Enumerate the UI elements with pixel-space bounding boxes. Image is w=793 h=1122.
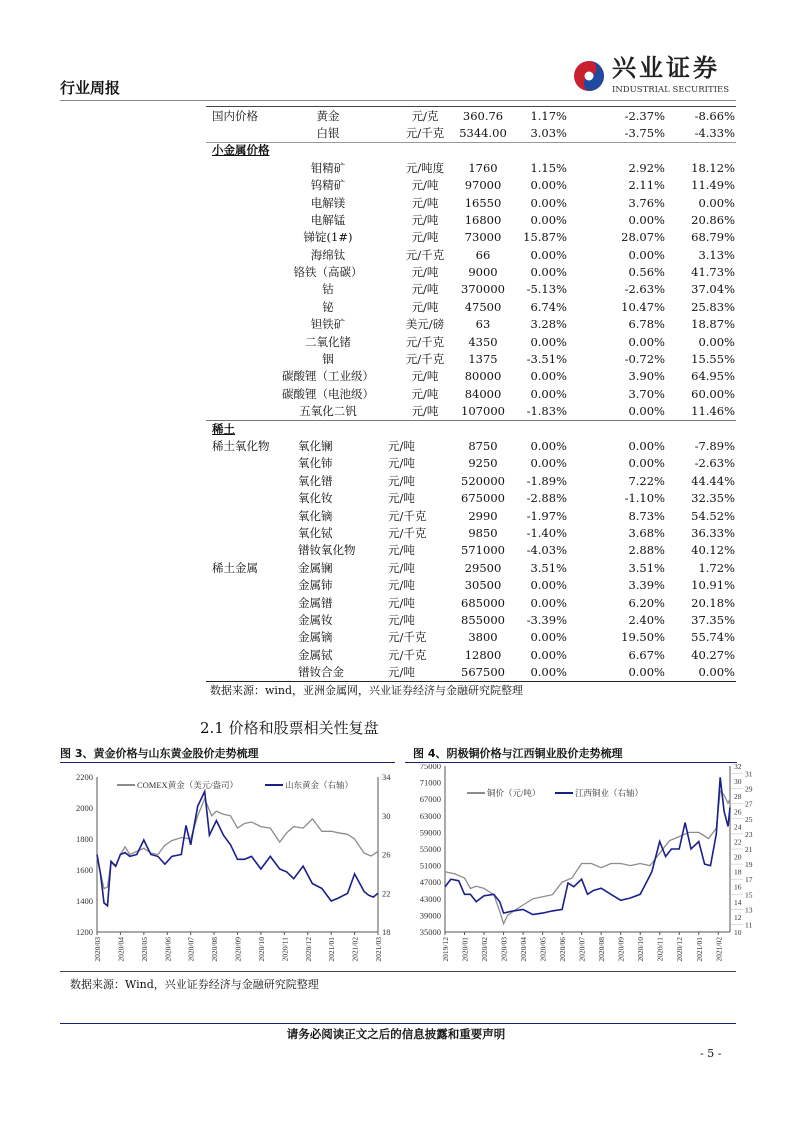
y2-tick-label: 18 [382, 927, 391, 937]
rule [206, 420, 736, 421]
change-year: -7.89% [694, 439, 735, 453]
price: 8750 [468, 439, 498, 453]
x-tick-label: 2020/07 [577, 937, 587, 962]
item-name: 氧化镝 [298, 508, 333, 523]
change-week: -3.51% [526, 351, 567, 366]
change-week: -3.39% [526, 613, 567, 627]
item-name: 金属镨 [298, 595, 333, 610]
x-tick-label: 2020/04 [519, 937, 529, 962]
y2-tick-label: 26 [382, 849, 391, 860]
change-year: -2.63% [694, 456, 735, 471]
y2-tick-label: 11 [745, 920, 753, 930]
x-tick-label: 2020/08 [210, 937, 220, 962]
x-tick-label: 2020/10 [636, 937, 646, 962]
unit: 元/吨 [388, 491, 415, 506]
legend-label: 铜价（元/吨） [487, 788, 541, 798]
change-year: 64.95% [691, 369, 735, 384]
x-tick-label: 2020/04 [116, 937, 126, 962]
y2-tick-label: 28 [734, 792, 742, 802]
y2-tick-label: 34 [382, 772, 391, 782]
gold-chart [60, 764, 400, 969]
price: 30500 [464, 578, 502, 593]
price: 360.76 [462, 109, 504, 123]
y2-tick-label: 26 [734, 807, 742, 817]
change-month: 10.47% [621, 299, 665, 314]
change-week: 0.00% [530, 439, 567, 453]
change-month: -1.10% [624, 491, 665, 506]
price: 685000 [461, 595, 505, 610]
x-tick-label: 2020/10 [256, 937, 266, 962]
change-month: 3.70% [628, 386, 665, 401]
rule [60, 762, 395, 763]
unit: 元/吨 [411, 178, 439, 193]
price: 84000 [464, 386, 502, 401]
price: 97000 [464, 178, 502, 193]
series-line-0 [97, 799, 378, 889]
x-tick-label: 2019/12 [441, 937, 450, 962]
y-tick-label: 1600 [76, 865, 93, 875]
x-tick-label: 2021/01 [694, 937, 704, 962]
item-name: 钴 [322, 282, 334, 297]
y-tick-label: 67000 [419, 794, 441, 805]
change-week: 0.00% [530, 369, 567, 384]
change-year: 68.79% [691, 230, 735, 245]
change-year: 1.72% [698, 560, 735, 575]
change-week: 15.87% [523, 230, 567, 245]
unit: 元/吨 [388, 439, 415, 453]
change-month: 0.00% [628, 247, 665, 262]
x-tick-label: 2020/11 [655, 937, 665, 962]
unit: 元/吨 [388, 595, 415, 610]
change-month: 2.92% [628, 161, 665, 175]
change-week: 3.03% [530, 126, 567, 141]
item-name: 铬铁（高碳） [293, 265, 363, 280]
change-week: -1.40% [526, 526, 567, 540]
y-tick-label: 2000 [76, 803, 93, 813]
change-year: -8.66% [694, 109, 735, 123]
y2-tick-label: 30 [734, 777, 742, 787]
unit: 元/吨 [388, 473, 415, 488]
item-name: 氧化铈 [298, 456, 333, 471]
change-week: 0.00% [530, 647, 567, 662]
x-tick-label: 2020/09 [616, 937, 626, 962]
x-tick-label: 2020/12 [675, 937, 685, 962]
item-name: 电解镁 [310, 195, 346, 210]
y-tick-label: 51000 [419, 860, 441, 871]
table-source: 数据来源：wind，亚洲金属网，兴业证券经济与金融研究院整理 [210, 684, 524, 697]
unit: 元/千克 [388, 508, 427, 523]
change-week: 0.00% [530, 595, 567, 610]
section-rare-earth: 稀土 [212, 422, 235, 436]
change-year: 60.00% [691, 386, 735, 401]
unit: 元/千克 [388, 630, 427, 645]
y2-tick-label: 12 [734, 912, 742, 922]
item-name: 钽铁矿 [310, 317, 346, 332]
change-week: 3.28% [530, 317, 567, 332]
change-month: -0.72% [624, 351, 665, 366]
change-year: 40.12% [691, 543, 735, 558]
price: 1760 [468, 161, 498, 175]
item-name: 氧化镧 [298, 439, 333, 453]
unit: 元/吨 [411, 282, 439, 297]
item-name: 铟 [322, 351, 334, 366]
x-tick-label: 2021/03 [374, 937, 383, 962]
x-tick-label: 2020/03 [499, 937, 509, 962]
y2-tick-label: 19 [745, 860, 753, 870]
y2-tick-label: 22 [382, 888, 391, 899]
price: 370000 [461, 282, 505, 297]
change-month: 6.78% [628, 317, 665, 332]
change-month: -3.75% [624, 126, 665, 141]
item-name: 钼精矿 [310, 161, 346, 175]
unit: 元/千克 [388, 526, 427, 540]
price: 63 [475, 317, 491, 332]
change-month: 2.40% [628, 613, 665, 627]
change-week: 0.00% [530, 665, 567, 680]
y2-tick-label: 13 [745, 905, 753, 915]
change-month: 28.07% [621, 230, 665, 245]
item-name: 氧化铽 [298, 526, 333, 540]
change-year: 18.12% [691, 161, 735, 175]
change-week: 0.00% [530, 456, 567, 471]
price: 1375 [468, 351, 498, 366]
legend-label: 山东黄金（右轴） [285, 780, 354, 790]
change-week: 0.00% [530, 630, 567, 645]
change-week: 0.00% [530, 265, 567, 280]
legend-label: COMEX黄金（美元/盎司） [137, 780, 239, 790]
item-name: 白银 [316, 126, 340, 141]
unit: 元/克 [411, 109, 439, 123]
x-tick-label: 2020/12 [303, 937, 313, 962]
change-year: 18.87% [691, 317, 735, 332]
item-name: 黄金 [316, 109, 340, 123]
x-tick-label: 2021/01 [327, 937, 337, 962]
item-name: 五氧化二钒 [299, 403, 357, 418]
change-month: 0.00% [628, 456, 665, 471]
change-week: 0.00% [530, 334, 567, 349]
unit: 元/吨 [411, 403, 439, 418]
group-domestic: 国内价格 [212, 109, 258, 123]
figure-4-title: 图 4、阴极铜价格与江西铜业股价走势梳理 [413, 747, 623, 760]
price: 16800 [464, 213, 502, 228]
change-week: -5.13% [526, 282, 567, 297]
change-year: 11.46% [691, 403, 735, 418]
item-name: 二氧化锗 [305, 334, 351, 349]
x-tick-label: 2021/02 [714, 937, 724, 962]
change-month: 2.88% [628, 543, 665, 558]
change-week: 0.00% [530, 178, 567, 193]
change-month: -2.63% [624, 282, 665, 297]
y-tick-label: 1200 [76, 927, 93, 937]
price: 567500 [461, 665, 505, 680]
change-month: 0.00% [628, 334, 665, 349]
unit: 元/吨 [388, 613, 415, 627]
unit: 元/吨 [388, 560, 415, 575]
unit: 元/吨 [411, 386, 439, 401]
y-tick-label: 63000 [419, 810, 441, 821]
table-top-rule [206, 106, 736, 107]
change-week: 1.17% [530, 109, 567, 123]
copper-chart [405, 764, 765, 969]
x-tick-label: 2021/02 [350, 937, 360, 962]
brand-name-cn: 兴业证券 [612, 54, 720, 82]
y-tick-label: 35000 [419, 927, 441, 937]
legend-label: 江西铜业（右轴） [575, 788, 644, 798]
change-year: 20.18% [691, 595, 735, 610]
y-tick-label: 1800 [76, 834, 93, 844]
price: 571000 [461, 543, 505, 558]
item-name: 碳酸锂（电池级） [282, 386, 374, 401]
report-type: 行业周报 [60, 79, 121, 97]
price: 3800 [468, 630, 498, 645]
change-week: 6.74% [530, 299, 567, 314]
group-rare-oxide: 稀土氧化物 [212, 439, 270, 453]
unit: 元/吨 [411, 230, 439, 245]
change-week: 0.00% [530, 386, 567, 401]
item-name: 氧化钕 [298, 491, 333, 506]
x-tick-label: 2020/07 [186, 937, 196, 962]
change-year: 10.91% [691, 578, 735, 593]
change-month: 0.56% [628, 265, 665, 280]
y2-tick-label: 31 [745, 769, 753, 779]
price: 5344.00 [459, 126, 507, 141]
x-tick-label: 2020/11 [280, 937, 290, 962]
section-heading: 2.1 价格和股票相关性复盘 [200, 719, 379, 737]
change-month: 8.73% [628, 508, 665, 523]
item-name: 海绵钛 [310, 247, 346, 262]
unit: 元/吨 [388, 456, 415, 471]
price: 29500 [464, 560, 502, 575]
price: 9250 [468, 456, 498, 471]
change-month: 0.00% [628, 439, 665, 453]
rule [60, 971, 736, 972]
rule [405, 762, 737, 763]
y-tick-label: 39000 [419, 910, 441, 921]
y-tick-label: 43000 [419, 893, 441, 904]
series-line-1 [97, 792, 378, 906]
x-tick-label: 2020/03 [93, 937, 102, 962]
x-tick-label: 2020/06 [558, 937, 568, 962]
change-month: 3.90% [628, 369, 665, 384]
change-week: -1.89% [526, 473, 567, 488]
figure-3-title: 图 3、黄金价格与山东黄金股价走势梳理 [60, 747, 259, 760]
y2-tick-label: 18 [734, 867, 742, 877]
item-name: 金属铽 [298, 647, 333, 662]
unit: 元/吨 [411, 299, 439, 314]
y2-tick-label: 24 [734, 822, 742, 832]
item-name: 金属铈 [298, 578, 333, 593]
x-tick-label: 2020/09 [233, 937, 243, 962]
x-tick-label: 2020/05 [139, 937, 149, 962]
x-tick-label: 2020/02 [480, 937, 490, 962]
y2-tick-label: 27 [745, 799, 753, 809]
change-month: 3.68% [628, 526, 665, 540]
price: 12800 [464, 647, 502, 662]
change-month: 2.11% [628, 178, 665, 193]
y2-tick-label: 20 [734, 852, 742, 862]
change-year: 15.55% [691, 351, 735, 366]
unit: 元/吨 [411, 213, 439, 228]
price: 520000 [461, 473, 505, 488]
y2-tick-label: 17 [745, 875, 753, 885]
change-month: 0.00% [628, 665, 665, 680]
item-name: 钨精矿 [310, 178, 346, 193]
price: 855000 [461, 613, 505, 627]
change-week: 1.15% [530, 161, 567, 175]
change-year: 37.35% [691, 613, 735, 627]
change-year: 40.27% [691, 647, 735, 662]
y-tick-label: 55000 [419, 844, 441, 854]
change-year: 0.00% [698, 195, 735, 210]
section-minor-metals: 小金属价格 [212, 143, 270, 157]
item-name: 镨钕氧化物 [298, 543, 356, 558]
change-month: 6.20% [628, 595, 665, 610]
unit: 元/吨 [411, 265, 439, 280]
change-month: 3.76% [628, 195, 665, 210]
unit: 元/千克 [405, 334, 445, 349]
change-week: 0.00% [530, 213, 567, 228]
item-name: 金属钕 [298, 613, 333, 627]
change-week: 0.00% [530, 578, 567, 593]
chart-source: 数据来源：Wind，兴业证券经济与金融研究院整理 [70, 978, 319, 991]
price: 16550 [464, 195, 502, 210]
y2-tick-label: 22 [734, 837, 742, 847]
y2-tick-label: 32 [734, 764, 742, 771]
y2-tick-label: 15 [745, 890, 753, 900]
unit: 元/吨 [388, 665, 415, 680]
item-name: 金属镧 [298, 560, 333, 575]
item-name: 碳酸锂（工业级） [282, 369, 374, 384]
price: 47500 [464, 299, 502, 314]
change-week: -4.03% [526, 543, 567, 558]
change-week: -1.83% [526, 403, 567, 418]
y2-tick-label: 25 [745, 814, 753, 824]
change-month: 0.00% [628, 213, 665, 228]
change-year: 32.35% [691, 491, 735, 506]
x-tick-label: 2020/05 [538, 937, 548, 962]
item-name: 氧化镨 [298, 473, 333, 488]
item-name: 锑锭(1#) [303, 230, 353, 245]
x-tick-label: 2020/08 [597, 937, 607, 962]
change-month: -2.37% [624, 109, 665, 123]
price: 73000 [464, 230, 502, 245]
x-tick-label: 2020/01 [460, 937, 470, 962]
series-line-0 [445, 791, 730, 924]
change-year: 41.73% [691, 265, 735, 280]
x-tick-label: 2020/06 [163, 937, 173, 962]
y2-tick-label: 30 [382, 810, 391, 821]
change-year: 20.86% [691, 213, 735, 228]
price: 9850 [468, 526, 498, 540]
y-tick-label: 1400 [76, 896, 93, 906]
y2-tick-label: 16 [734, 882, 742, 892]
item-name: 铋 [322, 299, 334, 314]
change-week: 0.00% [530, 247, 567, 262]
unit: 元/千克 [388, 647, 427, 662]
change-month: 3.39% [628, 578, 665, 593]
y-tick-label: 75000 [419, 764, 441, 771]
change-month: 19.50% [621, 630, 665, 645]
change-year: 44.44% [691, 473, 735, 488]
change-year: 36.33% [691, 526, 735, 540]
price: 2990 [468, 508, 498, 523]
price: 9000 [468, 265, 498, 280]
y2-tick-label: 14 [734, 897, 742, 907]
unit: 元/吨 [388, 543, 415, 558]
price: 4350 [468, 334, 498, 349]
item-name: 镨钕合金 [298, 665, 344, 680]
change-month: 3.51% [628, 560, 665, 575]
brand-name-en: INDUSTRIAL SECURITIES [612, 85, 730, 95]
price: 66 [475, 247, 491, 262]
price: 675000 [461, 491, 505, 506]
unit: 元/千克 [405, 351, 445, 366]
change-year: 11.49% [691, 178, 735, 193]
unit: 元/吨 [411, 195, 439, 210]
y2-tick-label: 23 [745, 829, 753, 839]
change-year: 25.83% [691, 299, 735, 314]
y-tick-label: 71000 [419, 777, 441, 788]
change-month: 0.00% [628, 403, 665, 418]
change-week: -1.97% [526, 508, 567, 523]
change-year: 55.74% [691, 630, 735, 645]
item-name: 电解锰 [310, 213, 346, 228]
y-tick-label: 2200 [76, 772, 93, 782]
page-number: - 5 - [700, 1047, 722, 1060]
change-year: 0.00% [698, 334, 735, 349]
change-year: 3.13% [698, 247, 735, 262]
unit: 元/千克 [405, 126, 445, 141]
change-year: -4.33% [694, 126, 735, 141]
change-year: 37.04% [691, 282, 735, 297]
unit: 元/吨度 [405, 161, 445, 175]
y2-tick-label: 21 [745, 845, 753, 854]
unit: 元/吨 [388, 578, 415, 593]
change-week: 3.51% [530, 560, 567, 575]
footer-divider [60, 1023, 736, 1024]
y2-tick-label: 29 [745, 784, 753, 794]
price: 107000 [461, 403, 505, 418]
change-year: 54.52% [691, 508, 735, 523]
change-week: -2.88% [526, 491, 567, 506]
y2-tick-label: 10 [734, 928, 742, 937]
y-tick-label: 47000 [419, 877, 441, 888]
item-name: 金属镝 [298, 630, 333, 645]
change-year: 0.00% [698, 665, 735, 680]
unit: 元/千克 [405, 247, 445, 262]
change-week: 0.00% [530, 195, 567, 210]
change-month: 6.67% [628, 647, 665, 662]
y-tick-label: 59000 [419, 827, 441, 838]
unit: 美元/磅 [405, 317, 445, 332]
change-month: 7.22% [628, 473, 665, 488]
price: 80000 [464, 369, 502, 384]
disclaimer: 请务必阅读正文之后的信息披露和重要声明 [286, 1027, 506, 1041]
unit: 元/吨 [411, 369, 439, 384]
group-rare-metal: 稀土金属 [212, 561, 258, 575]
